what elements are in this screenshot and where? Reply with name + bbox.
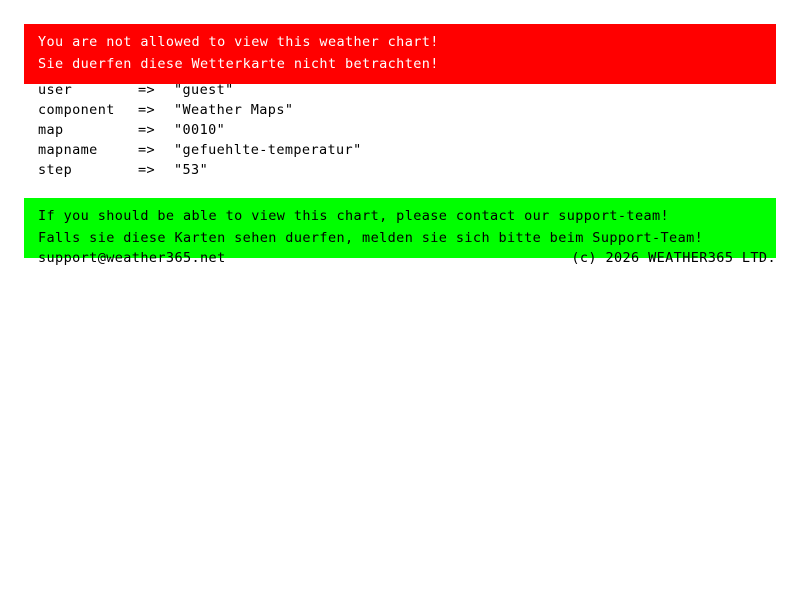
parameter-value: "Weather Maps": [174, 102, 294, 118]
support-email-link[interactable]: support@weather365.net: [38, 250, 226, 266]
support-banner-line-de: Falls sie diese Karten sehen duerfen, melden sie sich bitte beim Support-Team!: [38, 230, 704, 246]
parameter-list: [38, 80, 778, 180]
parameter-key: map: [38, 122, 64, 138]
error-banner: [24, 24, 776, 84]
support-banner: [24, 198, 776, 258]
parameter-arrow: =>: [138, 82, 156, 98]
parameter-arrow: =>: [138, 122, 156, 138]
parameter-value: "gefuehlte-temperatur": [174, 142, 362, 158]
parameter-value: "0010": [174, 122, 226, 138]
error-banner-line-de: Sie duerfen diese Wetterkarte nicht betrachten!: [38, 56, 439, 72]
support-banner-line-en: If you should be able to view this chart, please contact our support-team!: [38, 208, 670, 224]
parameter-key: component: [38, 102, 115, 118]
parameter-arrow: =>: [138, 102, 156, 118]
parameter-row-step: [38, 160, 778, 180]
parameter-row-component: [38, 100, 778, 120]
parameter-row-mapname: [38, 140, 778, 160]
parameter-value: "53": [174, 162, 209, 178]
parameter-arrow: =>: [138, 162, 156, 178]
parameter-row-user: [38, 80, 778, 100]
parameter-row-map: [38, 120, 778, 140]
parameter-value: "guest": [174, 82, 234, 98]
copyright-text: (c) 2026 WEATHER365 LTD.: [571, 250, 776, 266]
parameter-key: mapname: [38, 142, 98, 158]
error-banner-line-en: You are not allowed to view this weather chart!: [38, 34, 439, 50]
parameter-key: step: [38, 162, 73, 178]
parameter-arrow: =>: [138, 142, 156, 158]
parameter-key: user: [38, 82, 73, 98]
footer: [38, 250, 776, 266]
